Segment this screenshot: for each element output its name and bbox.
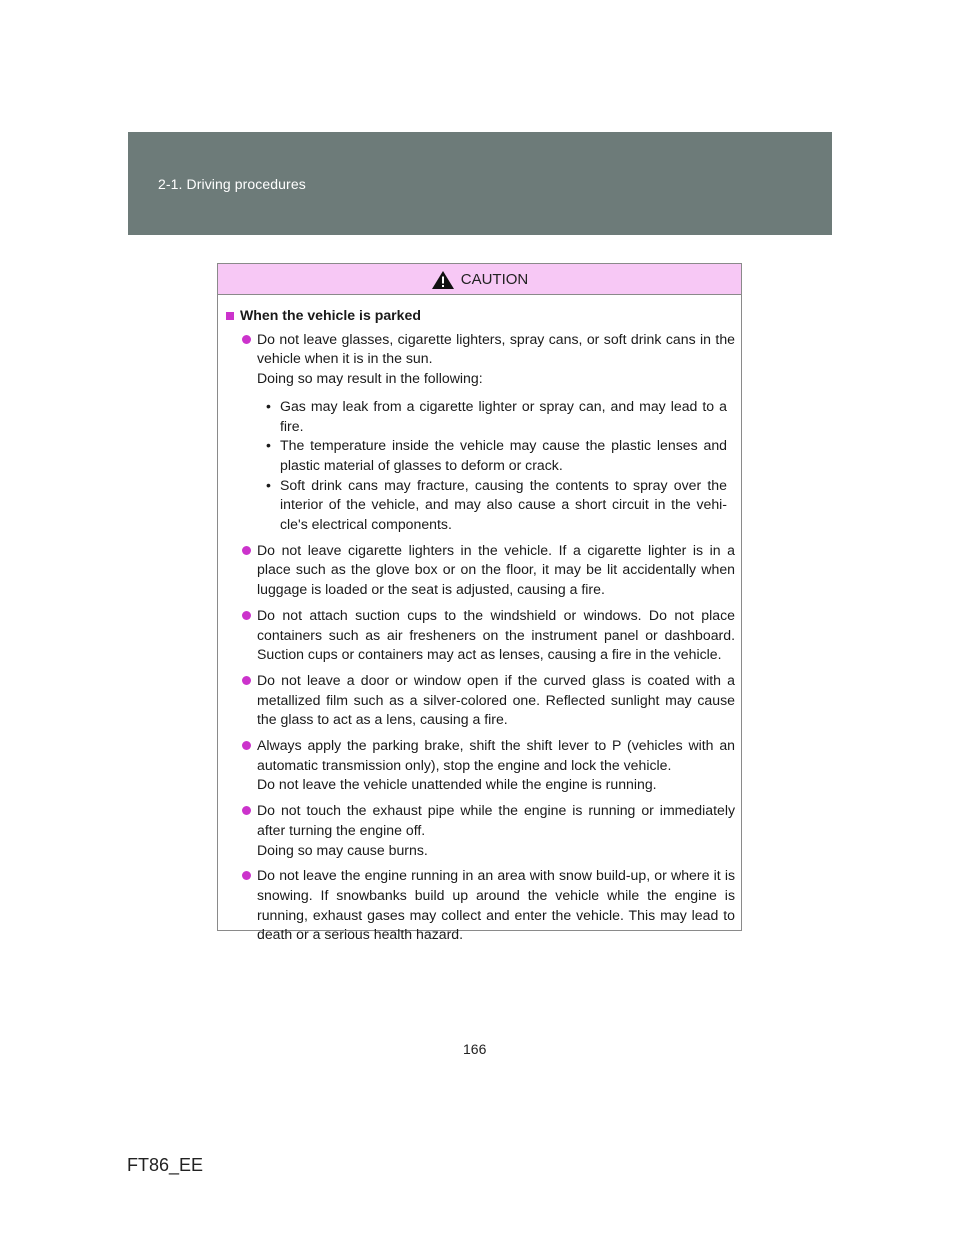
bullet-dot-icon [242, 806, 251, 815]
caution-item-line: Do not leave the vehicle unattended while the engine is running. [257, 776, 657, 793]
caution-item-line: Do not leave cigarette lighters in the vehicle. If a cigarette lighter is in a place such as the glove box or on the floor, it may be lit accidentally when luggage is loaded or the seat is adjusted, causing a fire. [257, 541, 735, 598]
warning-triangle-icon [431, 270, 455, 290]
caution-item-line: Do not touch the exhaust pipe while the engine is running or immediately after turning the engine off. [257, 802, 735, 838]
bullet-dot-icon [242, 676, 251, 685]
caution-item-line: Do not leave the engine running in an area with snow build-up, or where it is snowing. If snowbanks build up around the vehicle while the engine is running, exhaust gases may collect and enter the vehicle. This may lead to death or a serious health hazard. [257, 867, 735, 943]
sub-list [257, 397, 735, 535]
caution-item-text [257, 606, 735, 665]
caution-item [225, 801, 735, 860]
caution-subheading [225, 306, 735, 326]
caution-item-line: Doing so may result in the following: [257, 370, 483, 387]
sub-list-item-text: Gas may leak from a cigarette lighter or spray can, and may lead to a fire. [280, 397, 727, 434]
caution-item [225, 866, 735, 945]
caution-item-line: Do not leave glasses, cigarette lighters, spray cans, or soft drink cans in the vehicle when it is in the sun. [257, 330, 735, 367]
sub-list-item-text: Soft drink cans may fracture, causing the contents to spray over the interior of the vehicle, and may also cause a short circuit in the vehi-cle's electrical components. [280, 476, 727, 533]
sub-list-item [266, 397, 735, 436]
subheading-text: When the vehicle is parked [240, 307, 421, 323]
bullet-dot-icon [242, 741, 251, 750]
bullet-dot-icon [242, 611, 251, 620]
small-bullet-icon: • [266, 437, 271, 454]
sub-list-item [266, 436, 735, 475]
caution-header [218, 264, 741, 295]
bullet-dot-icon [242, 546, 251, 555]
caution-item-text [257, 541, 735, 600]
caution-title: CAUTION [460, 270, 529, 288]
page-number: 166 [463, 1041, 487, 1057]
section-title: 2-1. Driving procedures [158, 176, 306, 192]
sub-list-item [266, 476, 735, 535]
caution-item-text [257, 736, 735, 795]
caution-item-line: Do not attach suction cups to the windshield or windows. Do not place containers such as air fresheners on the instrument panel or dashboard. Suction cups or containers may act as lenses, causing a fire in the vehicle. [257, 606, 735, 663]
caution-item-line: Always apply the parking brake, shift the shift lever to P (vehicles with an automatic transmission only), stop the engine and lock the vehicle. [257, 737, 735, 773]
caution-item-text [257, 671, 735, 730]
bullet-dot-icon [242, 871, 251, 880]
caution-item [225, 541, 735, 600]
bullet-dot-icon [242, 335, 251, 344]
caution-item-line: Do not leave a door or window open if the curved glass is coated with a metallized film such as a silver-colored one. Reflected sunlight may cause the glass to act as a lens, causing a fire. [257, 671, 735, 728]
sub-list-item-text: The temperature inside the vehicle may cause the plastic lenses and plastic material of glasses to deform or crack. [280, 437, 727, 473]
caution-item [225, 736, 735, 795]
small-bullet-icon: • [266, 397, 271, 414]
small-bullet-icon: • [266, 476, 271, 493]
square-marker-icon [226, 312, 234, 320]
caution-items [225, 330, 735, 945]
caution-item-text [257, 801, 735, 860]
caution-item [225, 671, 735, 730]
caution-item [225, 330, 735, 535]
caution-body [218, 295, 741, 945]
document-code: FT86_EE [127, 1155, 204, 1175]
caution-item-line: Doing so may cause burns. [257, 841, 428, 858]
caution-box [217, 263, 742, 943]
caution-item-text [257, 330, 735, 535]
caution-item-text [257, 866, 735, 945]
caution-item [225, 606, 735, 665]
